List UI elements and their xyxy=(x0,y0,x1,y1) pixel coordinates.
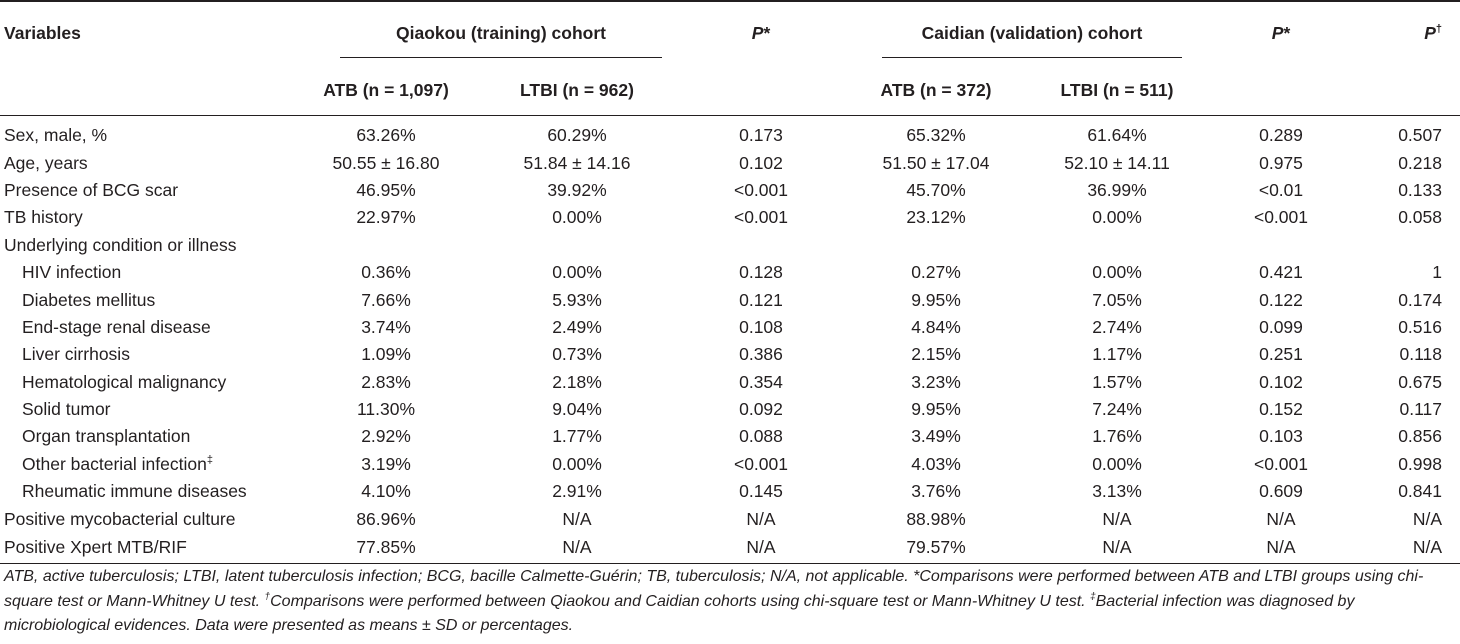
cell-training-atb xyxy=(300,232,472,259)
cell-validation-atb: 2.15% xyxy=(911,344,961,365)
variables-header: Variables xyxy=(0,1,300,65)
p-star-symbol-2: * xyxy=(1283,23,1291,43)
cell-validation-ltbi xyxy=(1032,232,1202,259)
variable-label-text: Underlying condition or illness xyxy=(4,234,237,255)
p-dagger-letter: P xyxy=(1424,23,1436,43)
cell-p-between-cohorts: 1 xyxy=(1432,262,1442,283)
cell-validation-atb: 9.95% xyxy=(911,399,961,420)
cell-training-ltbi xyxy=(472,232,682,259)
cell-training-atb: 0.36% xyxy=(361,262,411,283)
table-row xyxy=(0,369,1460,396)
footnote-part-2: Comparisons were performed between Qiaokou and Caidian cohorts using chi-square test or Mann-Whitney U test. xyxy=(270,592,1091,610)
cell-p-training: 0.108 xyxy=(739,316,783,337)
cell-training-ltbi: N/A xyxy=(562,508,592,529)
cell-validation-atb: 0.27% xyxy=(911,262,961,283)
row-variable-label xyxy=(0,116,300,150)
validation-cohort-label: Caidian (validation) cohort xyxy=(882,23,1182,58)
p-star-letter: P xyxy=(751,23,764,43)
cell-training-atb: 7.66% xyxy=(361,289,411,310)
table-footnote xyxy=(4,565,1456,639)
cell-training-atb: 77.85% xyxy=(300,533,472,564)
header-blank-p3 xyxy=(1360,65,1460,116)
variable-label-text: Positive Xpert MTB/RIF xyxy=(4,537,187,558)
header-blank-p1 xyxy=(682,65,840,116)
table-row xyxy=(0,451,1460,478)
p-dagger-symbol: † xyxy=(1435,23,1442,36)
cell-validation-ltbi: 0.00% xyxy=(1092,262,1142,283)
cell-training-atb: 4.10% xyxy=(361,481,411,502)
cell-p-between-cohorts: N/A xyxy=(1412,508,1442,529)
row-variable-label xyxy=(0,396,300,423)
cell-training-ltbi: 0.73% xyxy=(552,344,602,365)
cell-training-atb: 22.97% xyxy=(356,207,416,228)
cell-validation-ltbi: 36.99% xyxy=(1087,179,1147,200)
row-variable-label xyxy=(0,369,300,396)
cell-p-validation: N/A xyxy=(1266,508,1296,529)
cell-validation-ltbi: 7.24% xyxy=(1092,399,1142,420)
cell-training-atb: 11.30% xyxy=(356,399,416,420)
cell-p-between-cohorts: 0.058 xyxy=(1398,207,1442,228)
cell-p-training: <0.001 xyxy=(733,207,788,228)
cell-validation-atb: 4.84% xyxy=(911,316,961,337)
cell-p-training: 0.092 xyxy=(739,399,783,420)
cell-p-between-cohorts xyxy=(1360,232,1460,259)
cell-validation-atb: 9.95% xyxy=(911,289,961,310)
table-row xyxy=(0,259,1460,286)
variable-label-text: Liver cirrhosis xyxy=(22,344,130,365)
variable-label-text: Positive mycobacterial culture xyxy=(4,508,236,529)
cell-training-atb: 63.26% xyxy=(356,125,416,146)
row-variable-label xyxy=(0,533,300,564)
cell-training-atb: 46.95% xyxy=(356,179,416,200)
row-variable-label xyxy=(0,286,300,313)
variable-label-text: Rheumatic immune diseases xyxy=(22,481,247,502)
cell-p-training: N/A xyxy=(746,508,776,529)
p-star-header xyxy=(682,1,840,65)
cell-p-training: 0.173 xyxy=(739,125,783,146)
cell-validation-atb: 3.23% xyxy=(911,371,961,392)
cell-validation-atb: 88.98% xyxy=(906,508,966,529)
cell-p-validation: 0.289 xyxy=(1259,125,1303,146)
table-row xyxy=(0,177,1460,204)
training-atb-header: ATB (n = 1,097) xyxy=(300,65,472,116)
cell-validation-ltbi: 61.64% xyxy=(1087,125,1147,146)
cell-validation-ltbi: N/A xyxy=(1102,508,1132,529)
cell-training-ltbi: 0.00% xyxy=(552,453,602,474)
table-row xyxy=(0,314,1460,341)
cell-validation-ltbi: 2.74% xyxy=(1092,316,1142,337)
footnote-double-dagger: ‡ xyxy=(1090,591,1096,603)
training-cohort-header xyxy=(300,1,682,65)
variable-label-text: Age, years xyxy=(4,152,88,173)
cell-p-training: 0.354 xyxy=(739,371,783,392)
training-ltbi-header: LTBI (n = 962) xyxy=(472,65,682,116)
table-row xyxy=(0,478,1460,505)
cell-p-between-cohorts: 0.118 xyxy=(1399,344,1442,365)
cell-p-between-cohorts: 0.133 xyxy=(1398,179,1442,200)
cell-training-ltbi: 5.93% xyxy=(552,289,602,310)
variable-label-footnote-mark: ‡ xyxy=(206,454,213,467)
cell-p-between-cohorts: 0.507 xyxy=(1398,125,1442,146)
cell-p-training: N/A xyxy=(682,533,840,564)
cell-validation-atb: 79.57% xyxy=(840,533,1032,564)
footnote-part-3: Bacterial infection was diagnosed by microbiological evidences. Data were presented as means ± SD or percentages. xyxy=(4,592,1355,634)
training-cohort-label: Qiaokou (training) cohort xyxy=(340,23,662,58)
cell-p-between-cohorts: 0.856 xyxy=(1398,426,1442,447)
cell-validation-ltbi: 0.00% xyxy=(1092,207,1142,228)
table-row xyxy=(0,286,1460,313)
table-row xyxy=(0,341,1460,368)
table-row xyxy=(0,149,1460,176)
cell-validation-atb: 23.12% xyxy=(906,207,966,228)
row-variable-label xyxy=(0,423,300,450)
cell-training-ltbi: 2.91% xyxy=(552,481,602,502)
row-variable-label xyxy=(0,177,300,204)
cell-training-ltbi: 0.00% xyxy=(552,262,602,283)
cell-training-atb: 3.74% xyxy=(361,316,411,337)
header-row-subgroups xyxy=(0,65,1460,116)
cell-training-atb: 1.09% xyxy=(361,344,411,365)
variable-label-text: Presence of BCG scar xyxy=(4,179,179,200)
validation-ltbi-header: LTBI (n = 511) xyxy=(1032,65,1202,116)
validation-cohort-header xyxy=(840,1,1202,65)
cell-p-validation: N/A xyxy=(1202,533,1360,564)
cell-p-training: 0.128 xyxy=(739,262,783,283)
cell-p-validation: <0.001 xyxy=(1253,207,1308,228)
cell-validation-ltbi: 0.00% xyxy=(1092,453,1142,474)
cell-p-validation: 0.975 xyxy=(1259,152,1303,173)
cell-validation-ltbi: 1.76% xyxy=(1092,426,1142,447)
row-variable-label xyxy=(0,259,300,286)
cell-p-between-cohorts: 0.516 xyxy=(1398,316,1442,337)
cell-p-between-cohorts: 0.841 xyxy=(1398,481,1442,502)
cell-p-training xyxy=(682,232,840,259)
variable-label-text: End-stage renal disease xyxy=(22,316,211,337)
cell-p-training: 0.121 xyxy=(739,289,783,310)
variable-label-text: Sex, male, % xyxy=(4,125,108,146)
row-variable-label xyxy=(0,314,300,341)
p-dagger-header xyxy=(1360,1,1460,65)
row-variable-label xyxy=(0,451,300,478)
cell-p-training: 0.088 xyxy=(739,426,783,447)
cell-p-validation: 0.152 xyxy=(1259,399,1303,420)
row-variable-label xyxy=(0,204,300,231)
cell-p-validation: 0.099 xyxy=(1259,316,1303,337)
row-variable-label xyxy=(0,478,300,505)
row-variable-label xyxy=(0,505,300,532)
header-blank xyxy=(0,65,300,116)
table-row xyxy=(0,116,1460,150)
cell-validation-atb: 65.32% xyxy=(906,125,966,146)
cell-p-between-cohorts: N/A xyxy=(1360,533,1460,564)
cell-training-ltbi: 0.00% xyxy=(552,207,602,228)
cell-p-training: 0.102 xyxy=(739,152,783,173)
cell-training-ltbi: 1.77% xyxy=(552,426,602,447)
cell-validation-atb xyxy=(840,232,1032,259)
row-variable-label xyxy=(0,149,300,176)
variable-label-text: Diabetes mellitus xyxy=(22,289,156,310)
cell-p-validation xyxy=(1202,232,1360,259)
table-row xyxy=(0,533,1460,564)
variable-label-text: Organ transplantation xyxy=(22,426,191,447)
cell-validation-atb: 51.50 ± 17.04 xyxy=(882,152,990,173)
cell-p-training: 0.386 xyxy=(739,344,783,365)
cell-p-between-cohorts: 0.117 xyxy=(1399,399,1442,420)
footnote-part-1: ATB, active tuberculosis; LTBI, latent tuberculosis infection; BCG, bacille Calmette-Guérin; TB, tuberculosis; N/A, not applicable. *Comparisons were performed between ATB and LTBI groups using chi-square test or Mann-Whitney U test. xyxy=(4,568,1424,610)
header-row-groups xyxy=(0,1,1460,65)
cell-p-validation: <0.001 xyxy=(1253,453,1308,474)
validation-atb-header: ATB (n = 372) xyxy=(840,65,1032,116)
cell-validation-atb: 3.76% xyxy=(911,481,961,502)
cell-p-training: <0.001 xyxy=(733,179,788,200)
cell-p-validation: 0.251 xyxy=(1259,344,1303,365)
cell-training-ltbi: 51.84 ± 14.16 xyxy=(523,152,631,173)
cell-p-between-cohorts: 0.675 xyxy=(1398,371,1442,392)
cell-p-validation: 0.103 xyxy=(1259,426,1303,447)
cell-p-validation: 0.102 xyxy=(1259,371,1303,392)
variable-label-text: Hematological malignancy xyxy=(22,371,227,392)
variable-label-text: TB history xyxy=(4,207,83,228)
cell-validation-ltbi: 1.57% xyxy=(1092,371,1142,392)
cell-training-ltbi: N/A xyxy=(472,533,682,564)
cell-validation-ltbi: 1.17% xyxy=(1092,344,1142,365)
cell-validation-ltbi: N/A xyxy=(1032,533,1202,564)
table-row xyxy=(0,505,1460,532)
cell-training-atb: 86.96% xyxy=(356,508,416,529)
table-row xyxy=(0,423,1460,450)
cell-training-ltbi: 39.92% xyxy=(547,179,607,200)
p-star-letter-2: P xyxy=(1271,23,1284,43)
cell-p-training: <0.001 xyxy=(733,453,788,474)
variable-label-text: HIV infection xyxy=(22,262,122,283)
variable-label-text: Solid tumor xyxy=(22,399,111,420)
p-star-header-2 xyxy=(1202,1,1360,65)
cell-training-ltbi: 2.49% xyxy=(552,316,602,337)
cell-p-between-cohorts: 0.174 xyxy=(1398,289,1442,310)
cell-training-atb: 3.19% xyxy=(361,453,411,474)
cell-p-between-cohorts: 0.218 xyxy=(1398,152,1442,173)
table-row xyxy=(0,232,1460,259)
p-star-symbol: * xyxy=(763,23,771,43)
cell-p-validation: 0.421 xyxy=(1259,262,1303,283)
cell-training-atb: 50.55 ± 16.80 xyxy=(332,152,440,173)
cell-training-ltbi: 60.29% xyxy=(547,125,607,146)
cell-validation-atb: 3.49% xyxy=(911,426,961,447)
cell-p-validation: <0.01 xyxy=(1258,179,1304,200)
table-body xyxy=(0,116,1460,564)
variable-label-text: Other bacterial infection xyxy=(22,453,207,474)
cell-p-between-cohorts: 0.998 xyxy=(1398,453,1442,474)
cell-p-validation: 0.122 xyxy=(1259,289,1303,310)
cell-validation-atb: 4.03% xyxy=(911,453,961,474)
cell-p-training: 0.145 xyxy=(739,481,783,502)
row-variable-label xyxy=(0,341,300,368)
cell-training-ltbi: 9.04% xyxy=(552,399,602,420)
cell-training-atb: 2.83% xyxy=(361,371,411,392)
cell-validation-ltbi: 3.13% xyxy=(1092,481,1142,502)
cell-training-ltbi: 2.18% xyxy=(552,371,602,392)
cell-validation-ltbi: 52.10 ± 14.11 xyxy=(1064,152,1170,173)
cell-validation-ltbi: 7.05% xyxy=(1092,289,1142,310)
cell-training-atb: 2.92% xyxy=(361,426,411,447)
header-blank-p2 xyxy=(1202,65,1360,116)
table-row xyxy=(0,204,1460,231)
footnote-dagger: † xyxy=(264,591,271,603)
cell-p-validation: 0.609 xyxy=(1259,481,1303,502)
row-variable-label xyxy=(0,232,300,259)
table-row xyxy=(0,396,1460,423)
cell-validation-atb: 45.70% xyxy=(906,179,966,200)
